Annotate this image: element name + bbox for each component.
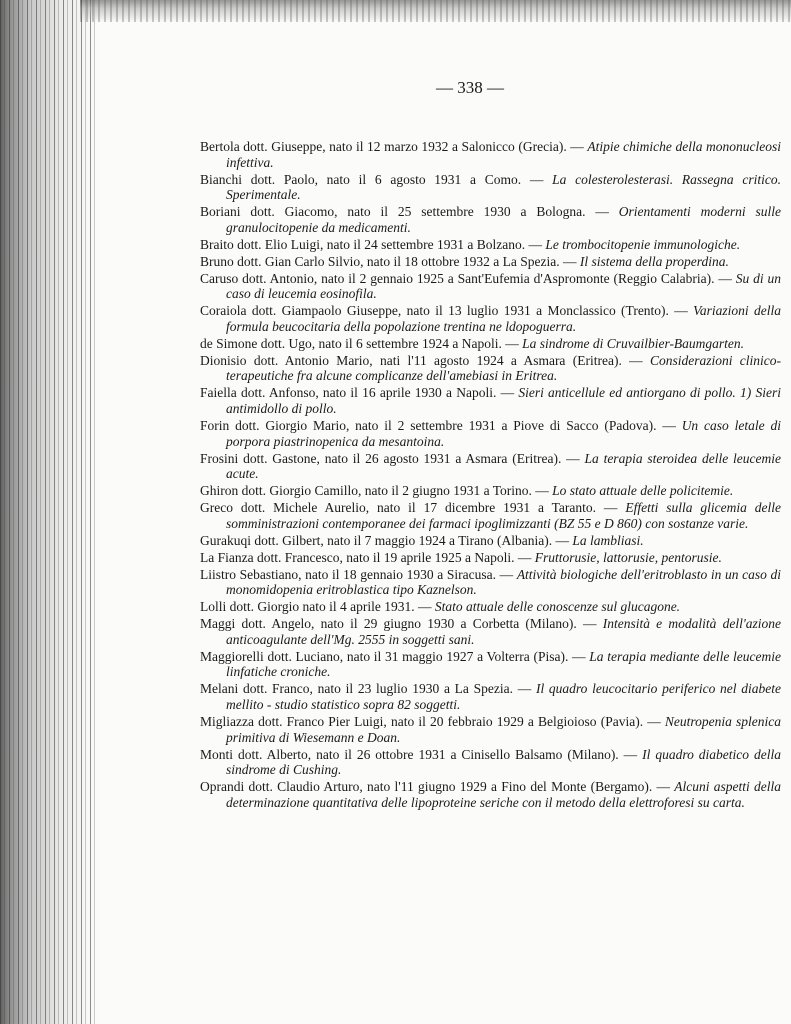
entry-title: La lambliasi.: [572, 532, 644, 548]
entry-author: Boriani dott. Giacomo, nato il 25 settembre 1930 a Bologna. —: [200, 204, 609, 220]
list-item: [200, 649, 781, 680]
list-item: [200, 237, 781, 253]
entry-author: Bertola dott. Giuseppe, nato il 12 marzo 1932 a Salonicco (Grecia). —: [200, 139, 584, 154]
entry-author: Dionisio dott. Antonio Mario, nati l'11 agosto 1924 a Asmara (Eritrea). —: [200, 352, 643, 368]
entry-title: Alcuni aspetti della determinazione quantitativa delle lipoproteine seriche con il metodo della elettroforesi su carta.: [226, 779, 781, 810]
entry-title: La terapia mediante delle leucemie linfatiche croniche.: [226, 648, 782, 680]
entry-title: Orientamenti moderni sulle granulocitopenie da medicamenti.: [226, 204, 782, 235]
entry-title: Le trombocitopenie immunologiche.: [545, 236, 741, 252]
list-item: [200, 139, 781, 170]
entry-title: Fruttorusie, lattorusie, pentorusie.: [534, 549, 722, 565]
entry-author: Lolli dott. Giorgio nato il 4 aprile 1931. —: [200, 599, 432, 615]
scan-top-shadow: [80, 0, 791, 22]
thesis-list: [200, 139, 781, 812]
list-item: [200, 616, 781, 647]
entry-title: Considerazioni clinico-terapeutiche fra alcune complicanze dell'amebiasi in Eritrea.: [226, 352, 782, 384]
entry-author: Braito dott. Elio Luigi, nato il 24 settembre 1931 a Bolzano. —: [200, 236, 542, 252]
list-item: [200, 172, 781, 203]
entry-title: Lo stato attuale delle policitemie.: [552, 483, 734, 499]
entry-title: La colesterolesterasi. Rassegna critico. Sperimentale.: [226, 171, 781, 203]
list-item: [200, 254, 781, 270]
list-item: [200, 533, 781, 549]
entry-author: Ghiron dott. Giorgio Camillo, nato il 2 giugno 1931 a Torino. —: [200, 483, 549, 499]
entry-author: de Simone dott. Ugo, nato il 6 settembre 1924 a Napoli. —: [200, 335, 519, 351]
entry-title: Neutropenia splenica primitiva di Wiesemann e Doan.: [226, 713, 782, 745]
entry-author: Melani dott. Franco, nato il 23 luglio 1930 a La Spezia. —: [200, 681, 532, 697]
list-item: [200, 385, 781, 416]
entry-title: Un caso letale di porpora piastrinopenica da mesantoina.: [226, 418, 781, 449]
entry-author: Forin dott. Giorgio Mario, nato il 2 settembre 1931 a Piove di Sacco (Padova). —: [200, 418, 676, 433]
entry-author: Coraiola dott. Giampaolo Giuseppe, nato il 13 luglio 1931 a Monclassico (Trento). —: [200, 303, 688, 319]
entry-title: Variazioni della formula beucocitaria della popolazione trentina ne ldopoguerra.: [226, 303, 781, 334]
entry-author: Frosini dott. Gastone, nato il 26 agosto 1931 a Asmara (Eritrea). —: [200, 450, 580, 466]
entry-author: Bianchi dott. Paolo, nato il 6 agosto 1931 a Como. —: [200, 171, 544, 187]
entry-title: Il quadro diabetico della sindrome di Cushing.: [226, 746, 781, 778]
entry-title: La sindrome di Cruvailbier-Baumgarten.: [522, 335, 745, 351]
list-item: [200, 747, 781, 778]
entry-title: Il quadro leucocitario periferico nel diabete mellito - studio statistico sopra 82 soggetti.: [226, 681, 781, 712]
entry-title: Intensità e modalità dell'azione anticoagulante dell'Mg. 2555 in soggetti sani.: [226, 616, 781, 647]
entry-author: Monti dott. Alberto, nato il 26 ottobre 1931 a Cinisello Balsamo (Milano). —: [200, 746, 638, 762]
list-item: [200, 550, 781, 566]
entry-title: Atipie chimiche della mononucleosi infettiva.: [226, 139, 782, 170]
entry-author: La Fianza dott. Francesco, nato il 19 aprile 1925 a Napoli. —: [200, 549, 532, 565]
entry-author: Maggi dott. Angelo, nato il 29 giugno 1930 a Corbetta (Milano). —: [200, 616, 597, 632]
entry-author: Greco dott. Michele Aurelio, nato il 17 dicembre 1931 a Taranto. —: [200, 500, 618, 516]
list-item: [200, 204, 781, 235]
entry-title: Il sistema della properdina.: [579, 253, 729, 269]
entry-author: Oprandi dott. Claudio Arturo, nato l'11 giugno 1929 a Fino del Monte (Bergamo). —: [200, 779, 670, 795]
list-item: [200, 303, 781, 334]
entry-title: Sieri anticellule ed antiorgano di pollo. 1) Sieri antimidollo di pollo.: [226, 385, 782, 417]
entry-author: Bruno dott. Gian Carlo Silvio, nato il 18 ottobre 1932 a La Spezia. —: [200, 253, 577, 269]
entry-title: Attività biologiche dell'eritroblasto in un caso di monomidopenia eritroblastica tipo Kaznelson.: [226, 566, 781, 598]
entry-author: Caruso dott. Antonio, nato il 2 gennaio 1925 a Sant'Eufemia d'Aspromonte (Reggio Calabria). —: [200, 270, 732, 286]
list-item: [200, 451, 781, 482]
entry-title: Stato attuale delle conoscenze sul glucagone.: [434, 599, 681, 615]
list-item: [200, 483, 781, 499]
entry-author: Gurakuqi dott. Gilbert, nato il 7 maggio 1924 a Tirano (Albania). —: [200, 532, 569, 548]
list-item: [200, 336, 781, 352]
entry-author: Maggiorelli dott. Luciano, nato il 31 maggio 1927 a Volterra (Pisa). —: [200, 648, 586, 664]
list-item: [200, 500, 781, 531]
list-item: [200, 681, 781, 712]
list-item: [200, 714, 781, 745]
scan-edge-shadow: [0, 0, 95, 1024]
entry-title: Su di un caso di leucemia eosinofila.: [226, 270, 781, 302]
entry-title: Effetti sulla glicemia delle somministrazioni contemporanee dei farmaci ipoglimizzanti (BZ 55 e D 860) con sostanze varie.: [226, 500, 781, 531]
entry-author: Faiella dott. Anfonso, nato il 16 aprile 1930 a Napoli. —: [200, 385, 515, 401]
page-number: — 338 —: [436, 78, 504, 97]
list-item: [200, 599, 781, 615]
list-item: [200, 271, 781, 302]
list-item: [200, 418, 781, 449]
list-item: [200, 353, 781, 384]
list-item: [200, 779, 781, 810]
entry-title: La terapia steroidea delle leucemie acute.: [226, 450, 781, 482]
entry-author: Liistro Sebastiano, nato il 18 gennaio 1930 a Siracusa. —: [200, 566, 514, 582]
list-item: [200, 567, 781, 598]
entry-author: Migliazza dott. Franco Pier Luigi, nato il 20 febbraio 1929 a Belgioioso (Pavia). —: [200, 713, 661, 729]
